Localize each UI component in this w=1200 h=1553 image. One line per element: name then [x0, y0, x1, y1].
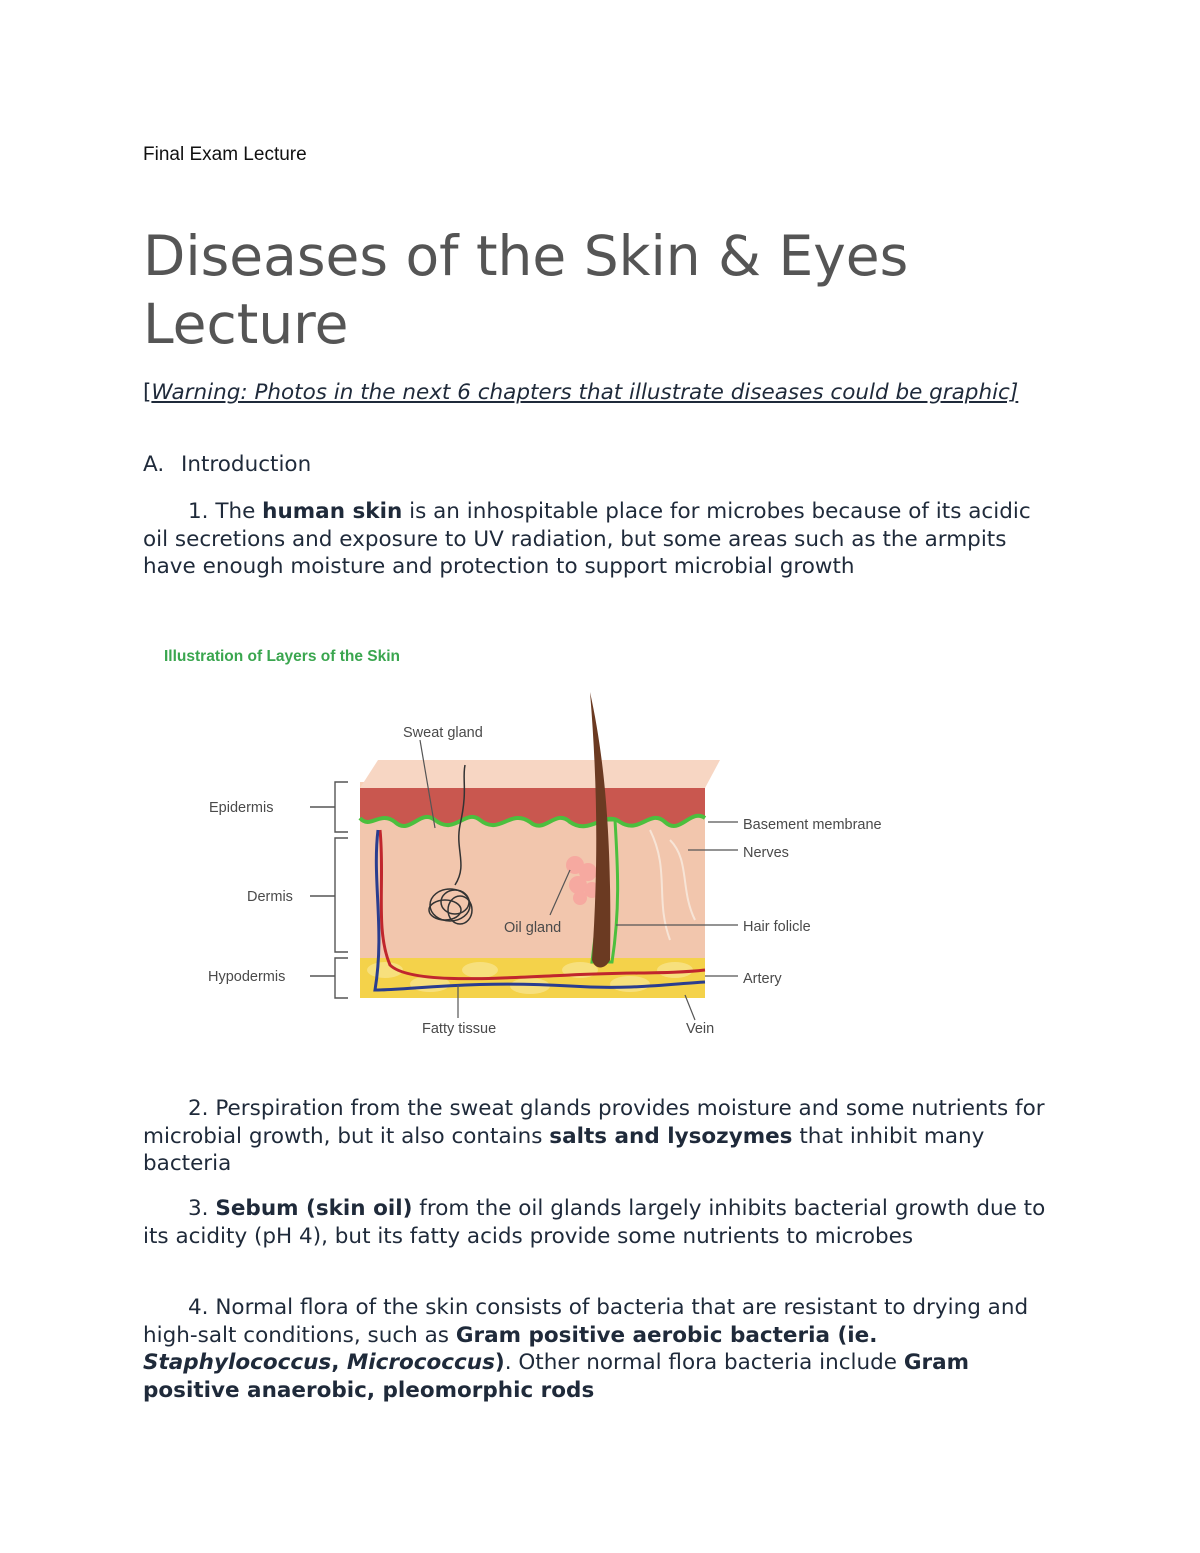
skin-layers-figure — [150, 640, 930, 1040]
item-bold-end: ) — [494, 1350, 505, 1375]
item-text: . Other normal flora bacteria include — [504, 1350, 904, 1375]
list-item — [143, 1095, 1058, 1178]
item-bold-sep: , — [331, 1350, 347, 1375]
item-bold: salts and lysozymes — [549, 1123, 793, 1149]
item-number: 1. — [188, 499, 209, 524]
section-heading — [143, 452, 311, 477]
list-item — [143, 1294, 1058, 1404]
label-dermis: Dermis — [247, 889, 293, 905]
skin-surface-top — [360, 760, 720, 788]
figure-title: Illustration of Layers of the Skin — [164, 648, 400, 665]
list-item — [143, 498, 1058, 581]
section-title: Introduction — [181, 452, 312, 477]
label-artery: Artery — [743, 971, 782, 987]
genus-staphylococcus: Staphylococcus — [143, 1350, 332, 1375]
label-hypodermis: Hypodermis — [208, 969, 286, 985]
label-basement-membrane: Basement membrane — [743, 817, 882, 833]
section-letter: A. — [143, 452, 165, 477]
document-header: Final Exam Lecture — [143, 144, 307, 165]
warning-text: Warning: Photos in the next 6 chapters that illustrate diseases could be graphic] — [151, 380, 1019, 405]
item-text: is an inhospitable place for microbes because of its acidic oil secretions and exposure to UV radiation, but some areas such as the armpits have enough moisture and protection to support microbial growth — [143, 499, 1031, 579]
warning-note — [143, 378, 1043, 407]
skin-diagram — [150, 640, 930, 1040]
label-oil-gland: Oil gland — [504, 920, 562, 936]
item-text: Normal flora of the skin consists of bacteria that are resistant to drying and high-salt conditions, such as — [143, 1295, 1029, 1348]
item-text: that inhibit many bacteria — [143, 1123, 985, 1176]
list-item — [143, 1195, 1058, 1250]
label-vein: Vein — [686, 1021, 715, 1037]
warning-bracket: [ — [143, 380, 152, 405]
item-text: The — [208, 499, 263, 524]
page-title: Diseases of the Skin & Eyes Lecture — [143, 224, 909, 356]
item-bold-part: Gram positive aerobic bacteria (ie. — [455, 1322, 878, 1348]
dermis-layer — [360, 810, 705, 960]
item-text: Perspiration from the sweat glands provides moisture and some nutrients for microbial growth, but it also contains — [143, 1096, 1045, 1149]
genus-micrococcus: Micrococcus — [346, 1350, 495, 1375]
item-bold: Gram positive anaerobic, pleomorphic rods — [143, 1350, 970, 1403]
label-epidermis: Epidermis — [209, 800, 274, 816]
layer-brackets — [310, 782, 348, 998]
item-number: 3. — [188, 1196, 209, 1221]
item-bold: Sebum (skin oil) — [215, 1196, 413, 1221]
item-number: 2. — [188, 1096, 209, 1121]
label-fatty-tissue: Fatty tissue — [422, 1021, 497, 1037]
item-text: from the oil glands largely inhibits bacterial growth due to its acidity (pH 4), but its fatty acids provide some nutrients to microbes — [143, 1196, 1046, 1249]
item-number: 4. — [188, 1295, 209, 1320]
item-bold: human skin — [262, 499, 403, 524]
label-sweat-gland: Sweat gland — [403, 725, 483, 741]
label-hair-folicle: Hair folicle — [743, 919, 811, 935]
label-nerves: Nerves — [743, 845, 789, 861]
